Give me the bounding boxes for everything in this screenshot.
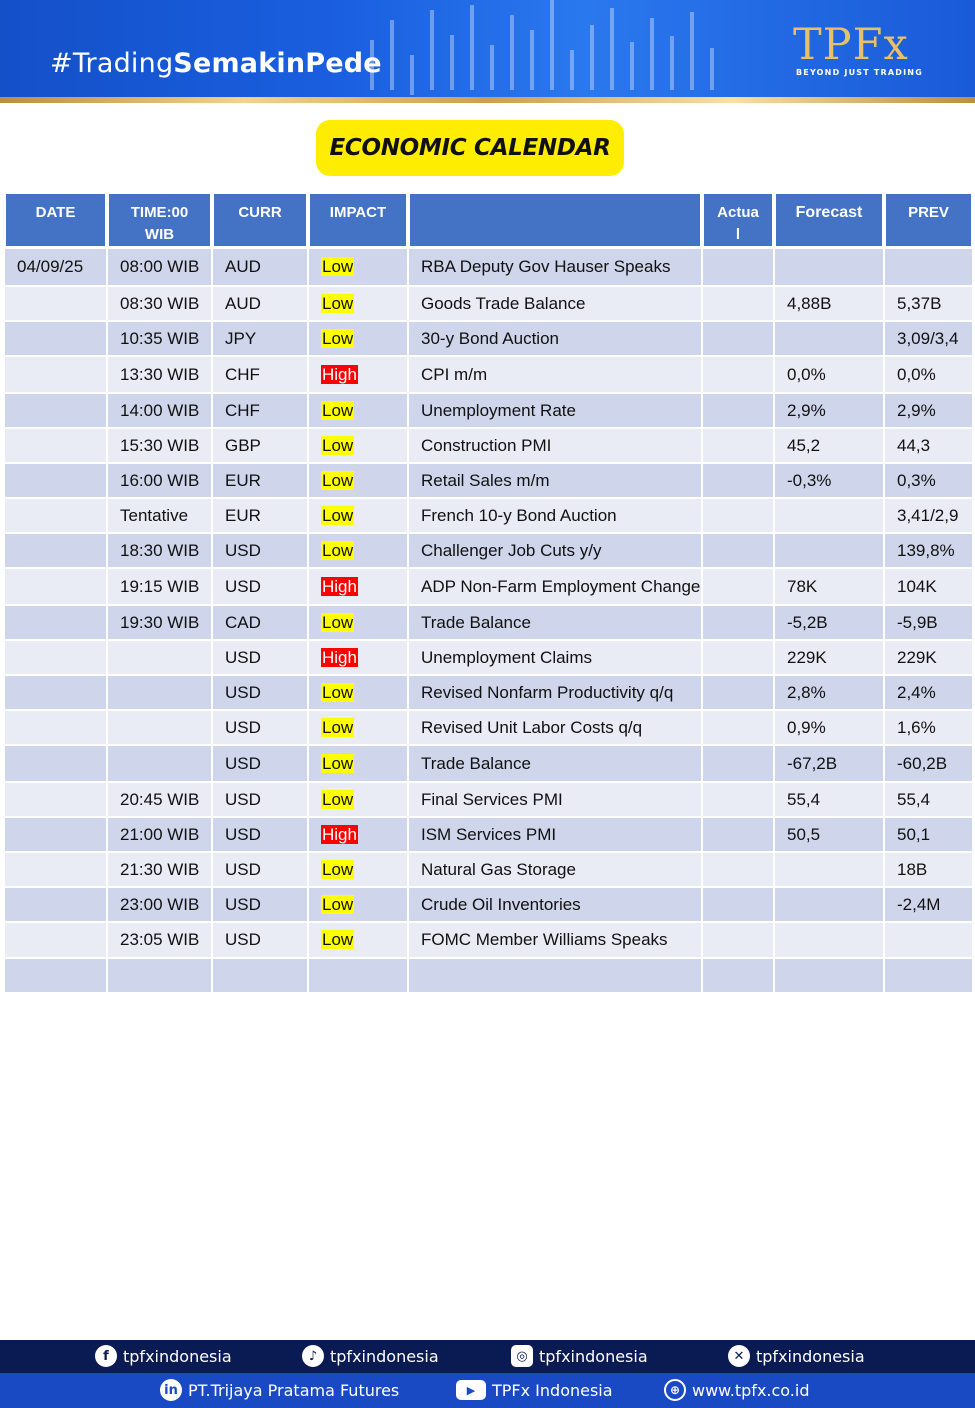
- cell-curr: CAD: [213, 606, 307, 639]
- cell-impact: [309, 676, 407, 709]
- header-banner: [0, 0, 975, 97]
- cell-event: 30-y Bond Auction: [409, 322, 701, 355]
- impact-badge: High: [322, 576, 357, 596]
- cell-impact: [309, 464, 407, 497]
- cell-actual: [703, 641, 773, 674]
- impact-badge: Low: [322, 717, 354, 737]
- cell-date: [5, 923, 106, 957]
- page-title: ECONOMIC CALENDAR: [316, 120, 624, 176]
- cell-event: Challenger Job Cuts y/y: [409, 534, 701, 567]
- cell-time: [108, 641, 211, 674]
- cell-impact: [309, 746, 407, 781]
- cell-forecast: [775, 888, 883, 921]
- cell-prev: [885, 249, 972, 285]
- impact-badge: High: [322, 364, 357, 384]
- cell-prev: -60,2B: [885, 746, 972, 781]
- cell-time: Tentative: [108, 499, 211, 532]
- impact-badge: Low: [322, 859, 354, 879]
- cell-actual: [703, 287, 773, 320]
- cell-time: 21:30 WIB: [108, 853, 211, 886]
- cell-forecast: 2,9%: [775, 394, 883, 427]
- cell-prev: [885, 923, 972, 957]
- cell-curr: USD: [213, 711, 307, 744]
- cell-impact: [309, 606, 407, 639]
- impact-badge: High: [322, 824, 357, 844]
- table-row: [5, 746, 972, 781]
- cell-prev: 139,8%: [885, 534, 972, 567]
- cell-event: CPI m/m: [409, 357, 701, 392]
- impact-badge: Low: [322, 400, 354, 420]
- cell-time: 16:00 WIB: [108, 464, 211, 497]
- cell-actual: [703, 357, 773, 392]
- impact-badge: Low: [322, 470, 354, 490]
- cell-date: 04/09/25: [5, 249, 106, 285]
- footer-tiktok[interactable]: ♪ tpfxindonesia: [302, 1345, 439, 1367]
- cell-forecast: -67,2B: [775, 746, 883, 781]
- table-row: [5, 606, 972, 639]
- table-row: [5, 641, 972, 674]
- table-row: [5, 853, 972, 886]
- col-header-event: [409, 193, 701, 247]
- cell-curr: USD: [213, 888, 307, 921]
- impact-badge: Low: [322, 293, 354, 313]
- cell-prev: 3,41/2,9: [885, 499, 972, 532]
- cell-impact: [309, 818, 407, 851]
- cell-forecast: 55,4: [775, 783, 883, 816]
- cell-forecast: -5,2B: [775, 606, 883, 639]
- cell-curr: JPY: [213, 322, 307, 355]
- cell-curr: EUR: [213, 464, 307, 497]
- cell-forecast: 229K: [775, 641, 883, 674]
- cell-date: [5, 464, 106, 497]
- cell-actual: [703, 534, 773, 567]
- cell-prev: 55,4: [885, 783, 972, 816]
- cell-curr: EUR: [213, 499, 307, 532]
- cell-time: [108, 746, 211, 781]
- cell-event: French 10-y Bond Auction: [409, 499, 701, 532]
- cell-actual: [703, 464, 773, 497]
- impact-badge: Low: [322, 894, 354, 914]
- cell-forecast: 0,0%: [775, 357, 883, 392]
- logo-tagline: BEYOND JUST TRADING: [796, 68, 923, 77]
- globe-icon: ⊕: [664, 1379, 686, 1401]
- cell-forecast: 2,8%: [775, 676, 883, 709]
- cell-time: 20:45 WIB: [108, 783, 211, 816]
- cell-time: [108, 676, 211, 709]
- cell-curr: CHF: [213, 357, 307, 392]
- cell-prev: 2,4%: [885, 676, 972, 709]
- cell-actual: [703, 676, 773, 709]
- cell-date: [5, 394, 106, 427]
- col-header-forecast: Forecast: [775, 193, 883, 247]
- economic-calendar-table: [3, 191, 974, 994]
- cell-time: 14:00 WIB: [108, 394, 211, 427]
- cell-actual: [703, 499, 773, 532]
- footer-linkedin[interactable]: in PT.Trijaya Pratama Futures: [160, 1379, 399, 1401]
- cell-event: Retail Sales m/m: [409, 464, 701, 497]
- cell-curr: USD: [213, 746, 307, 781]
- cell-time: 23:05 WIB: [108, 923, 211, 957]
- cell-date: [5, 711, 106, 744]
- cell-event: Final Services PMI: [409, 783, 701, 816]
- cell-forecast: 50,5: [775, 818, 883, 851]
- cell-curr: AUD: [213, 249, 307, 285]
- cell-actual: [703, 322, 773, 355]
- cell-impact: [309, 888, 407, 921]
- cell-event: Revised Nonfarm Productivity q/q: [409, 676, 701, 709]
- facebook-icon: f: [95, 1345, 117, 1367]
- cell-date: [5, 429, 106, 462]
- table-row: [5, 711, 972, 744]
- col-header-date: DATE: [5, 193, 106, 247]
- footer-youtube[interactable]: ▶ TPFx Indonesia: [456, 1380, 613, 1400]
- cell-curr: USD: [213, 534, 307, 567]
- cell-forecast: [775, 249, 883, 285]
- cell-prev: 18B: [885, 853, 972, 886]
- cell-time: [108, 711, 211, 744]
- cell-curr: USD: [213, 853, 307, 886]
- cell-impact: [309, 959, 407, 992]
- table-row: [5, 783, 972, 816]
- cell-prev: 3,09/3,4: [885, 322, 972, 355]
- impact-badge: Low: [322, 789, 354, 809]
- cell-actual: [703, 394, 773, 427]
- cell-impact: [309, 534, 407, 567]
- instagram-icon: ◎: [511, 1345, 533, 1367]
- tpfx-logo: [793, 22, 933, 84]
- table-row: [5, 357, 972, 392]
- cell-date: [5, 783, 106, 816]
- table-row: [5, 499, 972, 532]
- cell-event: ISM Services PMI: [409, 818, 701, 851]
- cell-impact: [309, 569, 407, 604]
- cell-time: [108, 959, 211, 992]
- tiktok-icon: ♪: [302, 1345, 324, 1367]
- cell-prev: -2,4M: [885, 888, 972, 921]
- cell-curr: USD: [213, 783, 307, 816]
- table-row: [5, 287, 972, 320]
- cell-prev: 2,9%: [885, 394, 972, 427]
- cell-forecast: [775, 534, 883, 567]
- cell-prev: 0,0%: [885, 357, 972, 392]
- cell-prev: 5,37B: [885, 287, 972, 320]
- cell-event: Goods Trade Balance: [409, 287, 701, 320]
- cell-curr: USD: [213, 676, 307, 709]
- cell-actual: [703, 783, 773, 816]
- logo-text: TPFx: [793, 20, 909, 70]
- cell-actual: [703, 818, 773, 851]
- cell-date: [5, 287, 106, 320]
- footer-instagram[interactable]: ◎ tpfxindonesia: [511, 1345, 648, 1367]
- impact-badge: Low: [322, 257, 354, 276]
- cell-time: 10:35 WIB: [108, 322, 211, 355]
- cell-date: [5, 606, 106, 639]
- cell-date: [5, 322, 106, 355]
- cell-event: Unemployment Claims: [409, 641, 701, 674]
- cell-date: [5, 676, 106, 709]
- cell-time: 23:00 WIB: [108, 888, 211, 921]
- impact-badge: Low: [322, 753, 354, 773]
- footer-contact-bar: [0, 1373, 975, 1408]
- cell-actual: [703, 711, 773, 744]
- table-row: [5, 394, 972, 427]
- footer-facebook[interactable]: f tpfxindonesia: [95, 1345, 232, 1367]
- cell-curr: USD: [213, 641, 307, 674]
- impact-badge: Low: [322, 612, 354, 632]
- cell-impact: [309, 357, 407, 392]
- table-row: [5, 464, 972, 497]
- x-icon: ✕: [728, 1345, 750, 1367]
- cell-impact: [309, 322, 407, 355]
- cell-time: 13:30 WIB: [108, 357, 211, 392]
- gold-divider: [0, 97, 975, 103]
- impact-badge: Low: [322, 540, 354, 560]
- cell-prev: -5,9B: [885, 606, 972, 639]
- youtube-icon: ▶: [456, 1380, 486, 1400]
- cell-curr: GBP: [213, 429, 307, 462]
- cell-date: [5, 569, 106, 604]
- cell-event: Trade Balance: [409, 606, 701, 639]
- cell-date: [5, 818, 106, 851]
- cell-time: 19:15 WIB: [108, 569, 211, 604]
- impact-badge: High: [322, 647, 357, 667]
- impact-badge: Low: [322, 435, 354, 455]
- cell-impact: [309, 711, 407, 744]
- col-header-prev: PREV: [885, 193, 972, 247]
- hashtag-text: #TradingSemakinPede: [50, 48, 382, 79]
- cell-event: Natural Gas Storage: [409, 853, 701, 886]
- cell-impact: [309, 783, 407, 816]
- table-row: [5, 676, 972, 709]
- table-row: [5, 429, 972, 462]
- table-row: [5, 534, 972, 567]
- cell-curr: CHF: [213, 394, 307, 427]
- cell-event: FOMC Member Williams Speaks: [409, 923, 701, 957]
- cell-actual: [703, 888, 773, 921]
- table-row: [5, 249, 972, 285]
- cell-event: Trade Balance: [409, 746, 701, 781]
- cell-date: [5, 499, 106, 532]
- cell-forecast: [775, 322, 883, 355]
- cell-curr: [213, 959, 307, 992]
- cell-date: [5, 641, 106, 674]
- cell-curr: USD: [213, 923, 307, 957]
- table-row: [5, 322, 972, 355]
- col-header-impact: IMPACT: [309, 193, 407, 247]
- table-row: [5, 888, 972, 921]
- cell-prev: 0,3%: [885, 464, 972, 497]
- cell-event: Revised Unit Labor Costs q/q: [409, 711, 701, 744]
- table-row: [5, 818, 972, 851]
- cell-date: [5, 959, 106, 992]
- cell-event: ADP Non-Farm Employment Change: [409, 569, 701, 604]
- cell-prev: [885, 959, 972, 992]
- cell-actual: [703, 746, 773, 781]
- footer-social-bar: [0, 1340, 975, 1373]
- cell-actual: [703, 923, 773, 957]
- col-header-time: TIME:00 WIB: [108, 193, 211, 247]
- cell-time: 15:30 WIB: [108, 429, 211, 462]
- cell-prev: 44,3: [885, 429, 972, 462]
- cell-forecast: 0,9%: [775, 711, 883, 744]
- col-header-actual: Actua l: [703, 193, 773, 247]
- cell-event: [409, 959, 701, 992]
- cell-forecast: 78K: [775, 569, 883, 604]
- cell-curr: USD: [213, 569, 307, 604]
- cell-actual: [703, 959, 773, 992]
- cell-time: 18:30 WIB: [108, 534, 211, 567]
- cell-prev: 229K: [885, 641, 972, 674]
- cell-curr: USD: [213, 818, 307, 851]
- cell-date: [5, 357, 106, 392]
- table-row: [5, 569, 972, 604]
- cell-forecast: 45,2: [775, 429, 883, 462]
- cell-impact: [309, 287, 407, 320]
- cell-impact: [309, 853, 407, 886]
- cell-forecast: 4,88B: [775, 287, 883, 320]
- cell-date: [5, 746, 106, 781]
- cell-impact: [309, 641, 407, 674]
- cell-time: 21:00 WIB: [108, 818, 211, 851]
- cell-date: [5, 534, 106, 567]
- impact-badge: Low: [322, 328, 354, 348]
- footer-website[interactable]: ⊕ www.tpfx.co.id: [664, 1379, 809, 1401]
- cell-actual: [703, 429, 773, 462]
- table-row: [5, 959, 972, 992]
- cell-impact: [309, 429, 407, 462]
- cell-date: [5, 853, 106, 886]
- table-header-row: [5, 193, 972, 247]
- cell-time: 08:00 WIB: [108, 249, 211, 285]
- col-header-curr: CURR: [213, 193, 307, 247]
- cell-impact: [309, 394, 407, 427]
- linkedin-icon: in: [160, 1379, 182, 1401]
- cell-actual: [703, 249, 773, 285]
- cell-actual: [703, 569, 773, 604]
- cell-actual: [703, 853, 773, 886]
- cell-event: Construction PMI: [409, 429, 701, 462]
- cell-actual: [703, 606, 773, 639]
- cell-forecast: -0,3%: [775, 464, 883, 497]
- cell-event: Unemployment Rate: [409, 394, 701, 427]
- cell-forecast: [775, 499, 883, 532]
- cell-time: 08:30 WIB: [108, 287, 211, 320]
- cell-impact: [309, 923, 407, 957]
- cell-prev: 50,1: [885, 818, 972, 851]
- table-row: [5, 923, 972, 957]
- cell-event: Crude Oil Inventories: [409, 888, 701, 921]
- impact-badge: Low: [322, 682, 354, 702]
- cell-forecast: [775, 853, 883, 886]
- impact-badge: Low: [322, 505, 354, 525]
- cell-event: RBA Deputy Gov Hauser Speaks: [409, 249, 701, 285]
- cell-impact: [309, 499, 407, 532]
- cell-prev: 104K: [885, 569, 972, 604]
- chart-decoration-icon: [360, 0, 860, 97]
- cell-forecast: [775, 923, 883, 957]
- cell-time: 19:30 WIB: [108, 606, 211, 639]
- footer-x[interactable]: ✕ tpfxindonesia: [728, 1345, 865, 1367]
- cell-forecast: [775, 959, 883, 992]
- cell-date: [5, 888, 106, 921]
- cell-impact: [309, 249, 407, 285]
- cell-prev: 1,6%: [885, 711, 972, 744]
- cell-curr: AUD: [213, 287, 307, 320]
- impact-badge: Low: [322, 930, 354, 949]
